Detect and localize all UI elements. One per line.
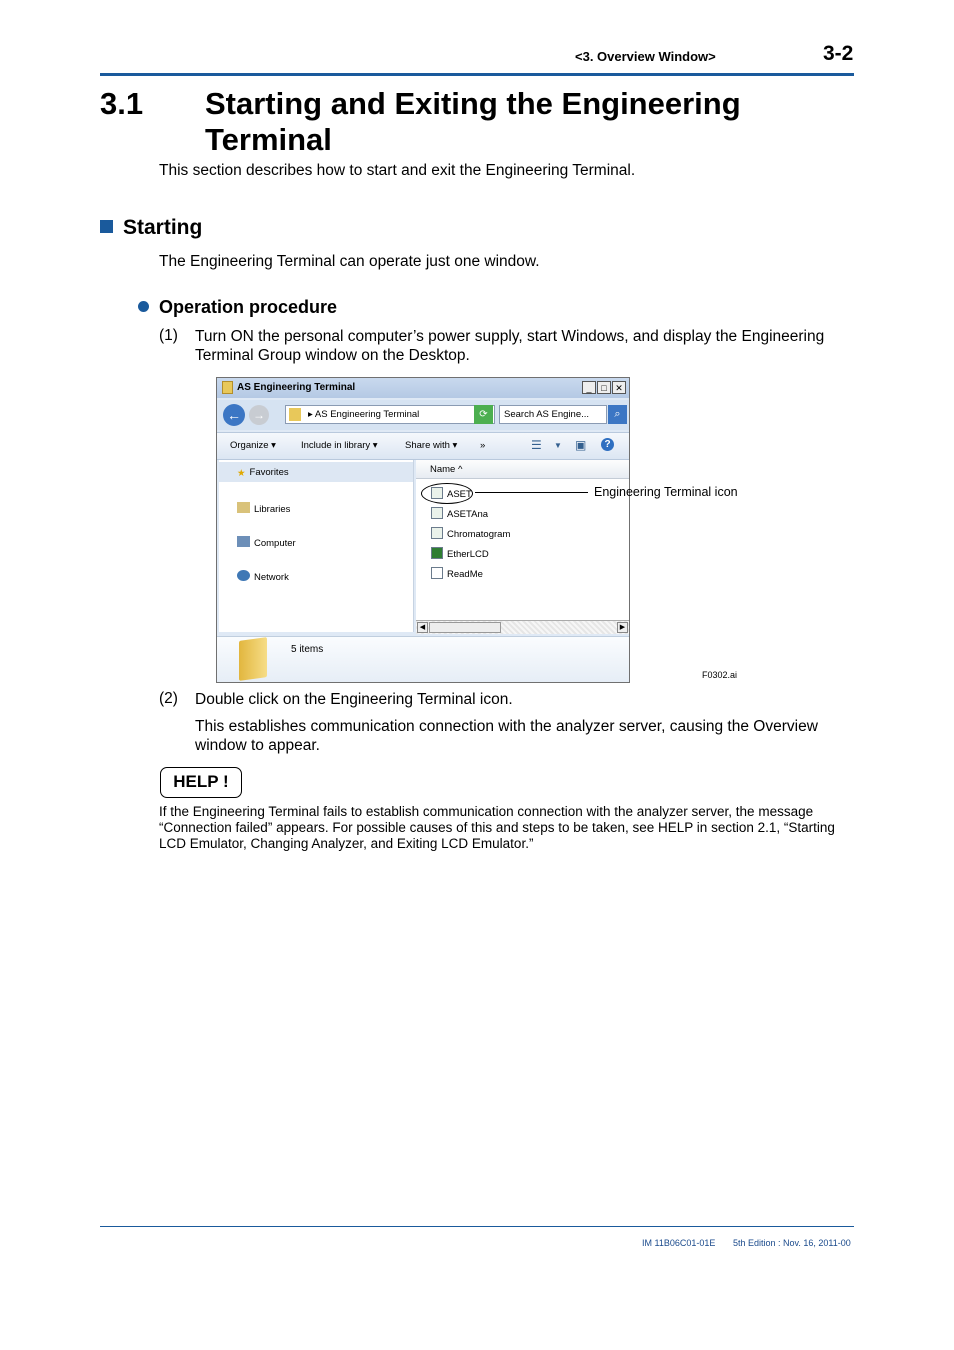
organize-button[interactable]: Organize ▾ (230, 440, 276, 451)
scroll-right-icon[interactable]: ▶ (617, 622, 628, 633)
edition: 5th Edition : Nov. 16, 2011-00 (733, 1238, 851, 1248)
file-name: EtherLCD (447, 549, 489, 560)
view-options-icon[interactable]: ☰ (531, 438, 542, 452)
nav-network[interactable] (237, 570, 289, 583)
nav-libraries[interactable] (237, 502, 290, 515)
procedure-heading (138, 297, 337, 318)
starting-heading (100, 216, 202, 240)
address-field[interactable] (285, 405, 495, 424)
details-pane (217, 636, 629, 683)
back-arrow-icon[interactable]: ← (223, 404, 245, 426)
folder-icon (222, 381, 233, 394)
navigation-pane (219, 460, 414, 632)
step1-number: (1) (159, 327, 178, 344)
forward-arrow-icon[interactable]: → (249, 405, 269, 425)
callout-label: Engineering Terminal icon (594, 485, 738, 499)
help-text: If the Engineering Terminal fails to establish communication connection with the analyzer server, the message “Connection failed” appears. For possible causes of this and steps to be taken, see HELP in section 2.1, “Starting LCD Emulator, Changing Analyzer, and Exiting LCD Emulator.” (159, 804, 835, 851)
procedure-heading-text: Operation procedure (159, 297, 338, 317)
close-button[interactable]: ✕ (612, 381, 626, 394)
file-item[interactable] (431, 567, 483, 580)
file-item[interactable] (431, 527, 510, 540)
top-rule (100, 73, 854, 76)
section-intro: This section describes how to start and exit the Engineering Terminal. (159, 162, 636, 179)
share-with-button[interactable]: Share with ▾ (405, 440, 458, 451)
asetana-icon (431, 507, 443, 519)
file-name: Chromatogram (447, 529, 511, 540)
nav-computer[interactable] (237, 536, 296, 549)
folder-icon (289, 408, 301, 421)
file-name: ASETAna (447, 509, 489, 520)
nav-favorites-label: Favorites (249, 467, 289, 478)
etherlcd-icon (431, 547, 443, 559)
header-section: <3. Overview Window> (575, 49, 716, 64)
window-title: AS Engineering Terminal (237, 382, 356, 393)
include-library-button[interactable]: Include in library ▾ (301, 440, 378, 451)
minimize-button[interactable]: _ (582, 381, 596, 394)
figure-id: F0302.ai (702, 670, 738, 680)
search-icon[interactable]: ⌕ (608, 405, 627, 424)
help-icon[interactable]: ? (601, 438, 614, 451)
star-icon: ★ (237, 468, 246, 479)
more-button[interactable]: » (480, 440, 486, 451)
step2-detail: This establishes communication connection with the analyzer server, causing the Overview window to appear. (195, 718, 818, 754)
step1-text: Turn ON the personal computer’s power supply, start Windows, and display the Engineering Terminal Group window on the Desktop. (195, 328, 825, 364)
file-item[interactable] (431, 547, 489, 560)
doc-number: IM 11B06C01-01E (642, 1238, 716, 1248)
step2-number: (2) (159, 690, 178, 707)
nav-libraries-label: Libraries (254, 504, 291, 515)
computer-icon (237, 536, 250, 547)
nav-computer-label: Computer (254, 538, 296, 549)
chromatogram-icon (431, 527, 443, 539)
nav-favorites[interactable] (237, 467, 289, 479)
item-count: 5 items (291, 644, 324, 655)
highlight-ellipse (421, 483, 473, 504)
preview-pane-icon[interactable]: ▣ (575, 438, 587, 452)
scroll-thumb[interactable] (429, 622, 501, 633)
chevron-down-icon[interactable]: ▼ (554, 441, 562, 450)
file-item[interactable] (431, 507, 488, 520)
address-text: ▸ AS Engineering Terminal (308, 409, 420, 420)
name-column-header[interactable] (416, 460, 629, 479)
page-number: 3-2 (823, 42, 854, 65)
search-input[interactable]: Search AS Engine... (499, 405, 607, 424)
scroll-left-icon[interactable]: ◀ (417, 622, 428, 633)
document-icon (431, 567, 443, 579)
square-bullet-icon (100, 220, 113, 233)
section-title: Starting and Exiting the Engineering Terminal (205, 86, 741, 157)
starting-heading-text: Starting (123, 216, 203, 239)
address-bar-area (217, 400, 629, 430)
horizontal-scrollbar[interactable] (416, 620, 629, 634)
column-label: Name ^ (430, 464, 463, 475)
explorer-window (216, 377, 630, 683)
starting-text: The Engineering Terminal can operate just one window. (159, 253, 540, 270)
help-label: HELP ! (160, 767, 242, 798)
file-name: ASET (447, 489, 472, 500)
section-number: 3.1 (100, 86, 144, 121)
library-icon (237, 502, 250, 513)
maximize-button[interactable]: □ (597, 381, 611, 394)
title-bar (217, 378, 629, 398)
circle-bullet-icon (138, 301, 149, 312)
folder-icon (239, 637, 267, 681)
command-bar (217, 432, 629, 460)
file-name: ReadMe (447, 569, 483, 580)
network-icon (237, 570, 250, 581)
refresh-icon[interactable]: ⟳ (474, 405, 493, 424)
step2-text: Double click on the Engineering Terminal icon. (195, 691, 513, 708)
callout-line (475, 492, 588, 493)
bottom-rule (100, 1226, 854, 1227)
nav-network-label: Network (254, 572, 289, 583)
